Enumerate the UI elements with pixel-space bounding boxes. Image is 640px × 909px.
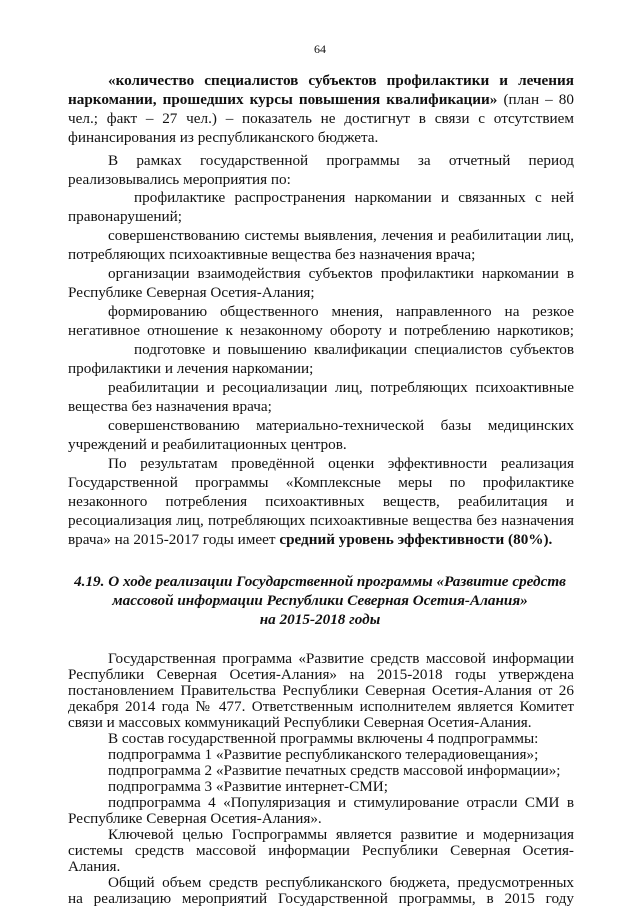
text-line: [108, 455, 574, 474]
text-line: подпрограмма 4 «Популяризация и стимулирование отрасли СМИ в: [108, 794, 574, 811]
text-line: [68, 398, 272, 417]
text-line: декабря 2014 года № 477. Ответственным исполнителем является Комитет: [68, 698, 574, 715]
text-run: организации взаимодействия субъектов профилактики наркомании в: [108, 265, 574, 282]
text-line: [108, 265, 574, 284]
text-line: [108, 379, 574, 398]
bold-text-run: наркомании, прошедших курсы повышения квалификации»: [68, 91, 498, 108]
text-line: [108, 72, 574, 91]
text-run: учреждений и реабилитационных центров.: [68, 436, 347, 453]
text-run: Республике Северная Осетия-Алания;: [68, 284, 315, 301]
text-run: По результатам проведённой оценки эффективности реализация: [108, 455, 574, 472]
text-line: системы средств массовой информации Республики Северная Осетия-: [68, 842, 574, 859]
text-line: Республики Северная Осетия-Алания» на 2015-2018 годы утверждена: [68, 666, 574, 683]
text-line: [68, 493, 574, 512]
text-line: Ключевой целью Госпрограммы является развитие и модернизация: [108, 826, 574, 843]
text-line: [68, 110, 574, 129]
text-line: подпрограмма 2 «Развитие печатных средств массовой информации»;: [108, 762, 561, 779]
text-line: [68, 171, 291, 190]
text-line: подпрограмма 1 «Развитие республиканского телерадиовещания»;: [108, 746, 539, 763]
text-line: [108, 303, 574, 322]
text-run: финансирования из республиканского бюджета.: [68, 129, 379, 146]
page-number: 64: [314, 42, 326, 56]
text-line: Государственная программа «Развитие средств массовой информации: [108, 650, 574, 667]
text-run: профилактике распространения наркомании и связанных с ней: [134, 189, 574, 206]
text-run: Государственной программы «Комплексные меры по профилактике: [68, 474, 574, 491]
text-run: совершенствованию материально-технической базы медицинских: [108, 417, 574, 434]
text-run: негативное отношение к незаконному обороту и потреблению наркотиков;: [68, 322, 574, 339]
bold-text-run: средний уровень эффективности (80%).: [279, 531, 553, 548]
text-run: незаконного потребления психоактивных веществ, реабилитация и: [68, 493, 574, 510]
text-line: [68, 531, 552, 550]
text-line: В состав государственной программы включены 4 подпрограммы:: [108, 730, 539, 747]
text-run: врача» на 2015-2017 годы имеет: [68, 531, 280, 548]
text-run: реабилитации и ресоциализации лиц, потребляющих психоактивные: [108, 379, 574, 396]
text-run: потребляющих психоактивные вещества без назначения врача;: [68, 246, 476, 263]
text-line: [68, 436, 347, 455]
text-run: ресоциализация лиц, потребляющих психоактивные вещества без назначения: [68, 512, 574, 529]
heading-line: массовой информации Республики Северная Осетия-Алания»: [112, 592, 528, 609]
text-line: [108, 417, 574, 436]
text-run: правонарушений;: [68, 208, 183, 225]
heading-line: 4.19. О ходе реализации Государственной программы «Развитие средств: [74, 573, 566, 590]
text-line: [68, 246, 475, 265]
text-run: профилактики и лечения наркомании;: [68, 360, 314, 377]
text-line: на реализацию мероприятий Государственной программы, в 2015 году: [68, 890, 574, 907]
text-line: подпрограмма 3 «Развитие интернет-СМИ;: [108, 778, 388, 795]
text-line: [108, 227, 574, 246]
heading-line: на 2015-2018 годы: [259, 611, 381, 628]
text-line: [68, 512, 574, 531]
text-line: [68, 208, 182, 227]
text-line: [134, 341, 574, 360]
bold-text-run: «количество специалистов субъектов профилактики и лечения: [108, 72, 574, 89]
text-line: [68, 91, 574, 110]
text-line: [68, 322, 574, 341]
text-line: [68, 129, 378, 148]
text-run: В рамках государственной программы за отчетный период: [108, 152, 574, 169]
text-run: (план – 80: [497, 91, 574, 108]
text-line: связи и массовых коммуникаций Республики Северная Осетия-Алания.: [68, 714, 532, 731]
text-run: реализовывались мероприятия по:: [68, 171, 291, 188]
text-run: подготовке и повышению квалификации специалистов субъектов: [134, 341, 574, 358]
text-line: [68, 360, 313, 379]
text-line: [108, 152, 574, 171]
text-run: вещества без назначения врача;: [68, 398, 272, 415]
text-line: [68, 284, 315, 303]
text-run: совершенствованию системы выявления, лечения и реабилитации лиц,: [108, 227, 574, 244]
text-line: Алания.: [68, 858, 121, 875]
text-line: Республике Северная Осетия-Алания».: [68, 810, 322, 827]
text-run: чел.; факт – 27 чел.) – показатель не достигнут в связи с отсутствием: [68, 110, 574, 127]
text-line: постановлением Правительства Республики Северная Осетия-Алания от 26: [68, 682, 574, 699]
text-run: формированию общественного мнения, направленного на резкое: [108, 303, 574, 320]
text-line: [68, 474, 574, 493]
text-line: [134, 189, 574, 208]
text-line: Общий объем средств республиканского бюджета, предусмотренных: [108, 874, 574, 891]
